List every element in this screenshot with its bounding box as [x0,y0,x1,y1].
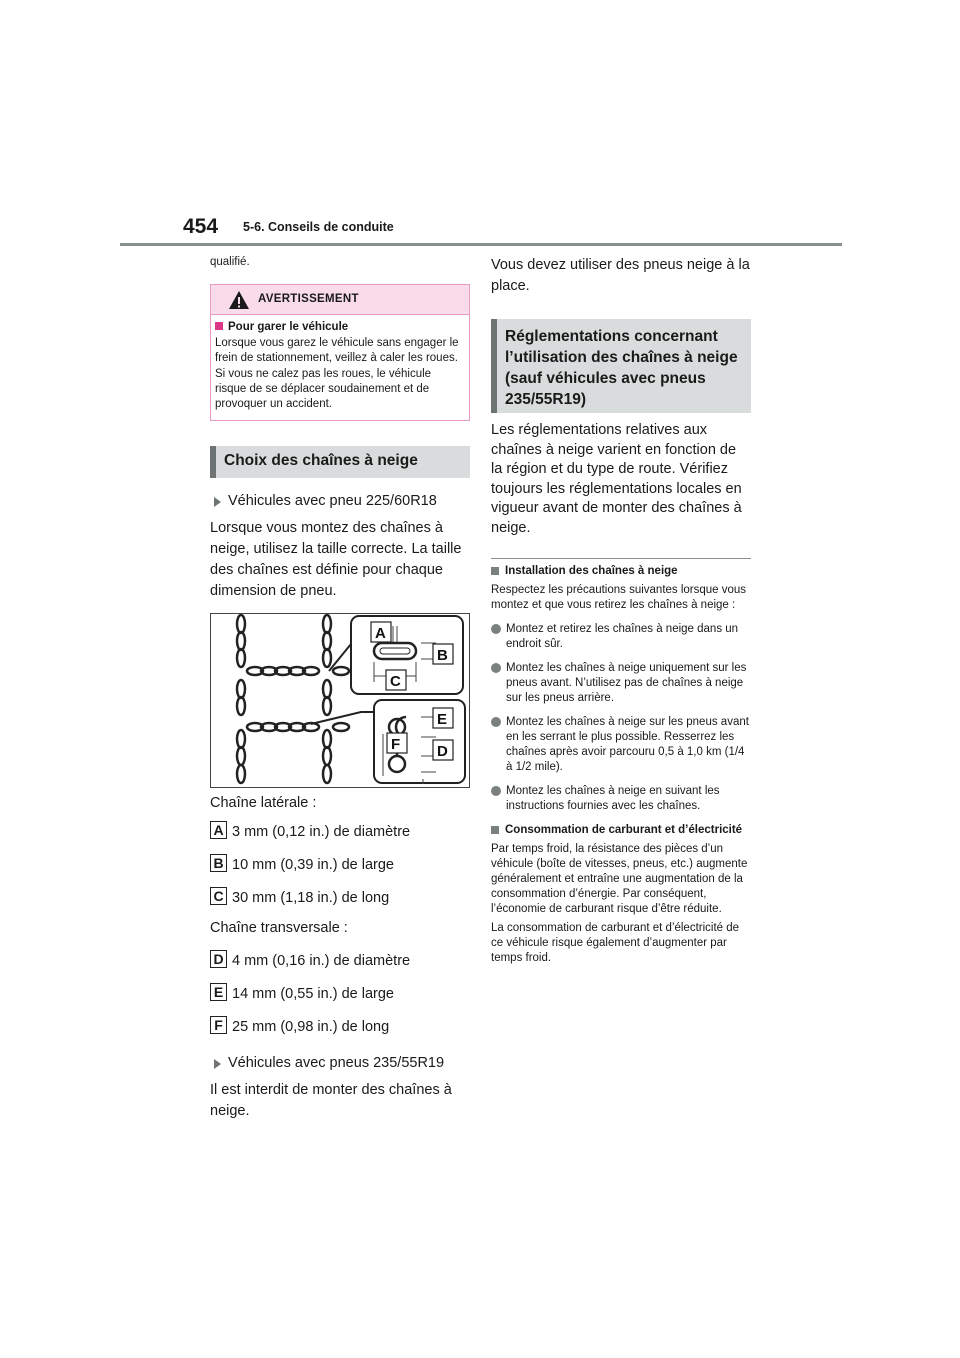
square-bullet-icon [491,567,499,575]
circle-bullet-icon [491,717,501,727]
figure-label-d: D [437,743,448,761]
legend-text-b: 10 mm (0,39 in.) de large [232,857,394,874]
legend-text-d: 4 mm (0,16 in.) de diamètre [232,953,411,970]
warning-subtitle [215,321,459,333]
square-bullet-icon [215,322,223,330]
heading-snow-chains: Choix des chaînes à neige [210,446,470,478]
figure-label-b: B [437,647,448,665]
subhead-installation-text: Installation des chaînes à neige [505,565,678,577]
legend-e [210,981,470,1014]
circle-bullet-icon [491,624,501,634]
lateral-title: Chaîne latérale : [210,795,317,812]
legend-letter-b: B [210,854,227,872]
bullet-text: Montez les chaînes à neige uniquement sur les pneus avant. N’utilisez pas de chaînes à neige sur les pneus arrière. [506,662,747,704]
bullet-text: Montez les chaînes à neige sur les pneus avant en les serrant le plus possible. Resserrez les chaînes après avoir parcouru 0,5 à 1,0 km (1/4 à 1/2 mile). [506,716,749,773]
consumption-para-1: Par temps froid, la résistance des pièces d’un véhicule (boîte de vitesses, pneus, etc.) augmente généralement et entraîne une augmentation de la consommation d’énergie. Par conséquent, l’économie de carburant risque d’être réduite. [491,843,748,915]
transverse-title: Chaîne transversale : [210,920,348,937]
page-number: 454 [183,215,219,238]
intro-text: qualifié. [210,256,250,268]
warning-icon [228,290,250,310]
legend-letter-c: C [210,887,227,905]
square-bullet-icon [491,826,499,834]
legend-d [210,948,470,981]
para-chain-size: Lorsque vous montez des chaînes à neige, utilisez la taille correcte. La taille des chaînes est définie pour chaque dimension de pneu. [210,520,462,600]
warning-text: Lorsque vous garez le véhicule sans engager le frein de stationnement, veillez à caler les roues. Si vous ne calez pas les roues, le véhicule risque de se déplacer soudainement et de provoquer un accident. [215,337,459,411]
legend-c [210,885,470,918]
figure-label-e: E [437,711,448,729]
warning-header [211,285,469,315]
warning-subtitle-text: Pour garer le véhicule [228,321,349,333]
bullet-text: Montez les chaînes à neige en suivant les instructions fournies avec les chaînes. [506,785,720,812]
bullet-item [491,661,751,706]
divider [491,558,751,559]
item-225-60r18: Véhicules avec pneu 225/60R18 [210,491,470,512]
bullet-text: Montez et retirez les chaînes à neige dans un endroit sûr. [506,623,739,650]
figure-label-a: A [375,625,386,643]
legend-letter-f: F [210,1016,227,1034]
subhead-consumption-text: Consommation de carburant et d’électricité [505,824,743,836]
bullet-item [491,715,751,775]
para-regulations: Les réglementations relatives aux chaînes à neige varient en fonction de la région et du type de route. Vérifiez toujours les réglementations locales en vigueur avant de monter des chaînes à neige. [491,422,742,536]
legend-a [210,819,470,852]
warning-box [210,284,470,421]
bullet-item [491,784,751,814]
bullet-item [491,622,751,652]
item-235-55r19: Véhicules avec pneus 235/55R19 [210,1053,470,1074]
heading-regulations: Réglementations concernant l’utilisation des chaînes à neige (sauf véhicules avec pneus 235/55R19) [491,319,751,413]
circle-bullet-icon [491,786,501,796]
para-snow-tires: Vous devez utiliser des pneus neige à la place. [491,257,750,294]
figure-label-c: C [390,673,401,691]
chain-illustration [211,614,469,787]
installation-intro: Respectez les précautions suivantes lorsque vous montez et que vous retirez les chaînes à neige : [491,584,747,611]
section-title: 5-6. Conseils de conduite [243,220,394,234]
chain-diagram [210,613,470,788]
circle-bullet-icon [491,663,501,673]
legend-letter-d: D [210,950,227,968]
right-column [491,255,751,966]
figure-label-f: F [391,736,401,754]
warning-body [211,315,469,420]
legend-text-e: 14 mm (0,55 in.) de large [232,986,394,1003]
subhead-installation [491,564,751,579]
header-rule [120,243,842,246]
vertical-chain-left [237,615,245,783]
legend-b [210,852,470,885]
warning-title: AVERTISSEMENT [258,293,359,305]
consumption-para-2: La consommation de carburant et d’électricité de ce véhicule risque également d’augmenter par temps froid. [491,922,740,964]
legend-f [210,1014,470,1047]
subhead-consumption [491,823,751,838]
legend-text-a: 3 mm (0,12 in.) de diamètre [232,824,411,841]
legend-letter-a: A [210,821,227,839]
legend-letter-e: E [210,983,227,1001]
legend-text-c: 30 mm (1,18 in.) de long [232,890,390,907]
legend-text-f: 25 mm (0,98 in.) de long [232,1019,390,1036]
para-forbidden: Il est interdit de monter des chaînes à neige. [210,1082,452,1120]
left-column [210,255,470,1122]
